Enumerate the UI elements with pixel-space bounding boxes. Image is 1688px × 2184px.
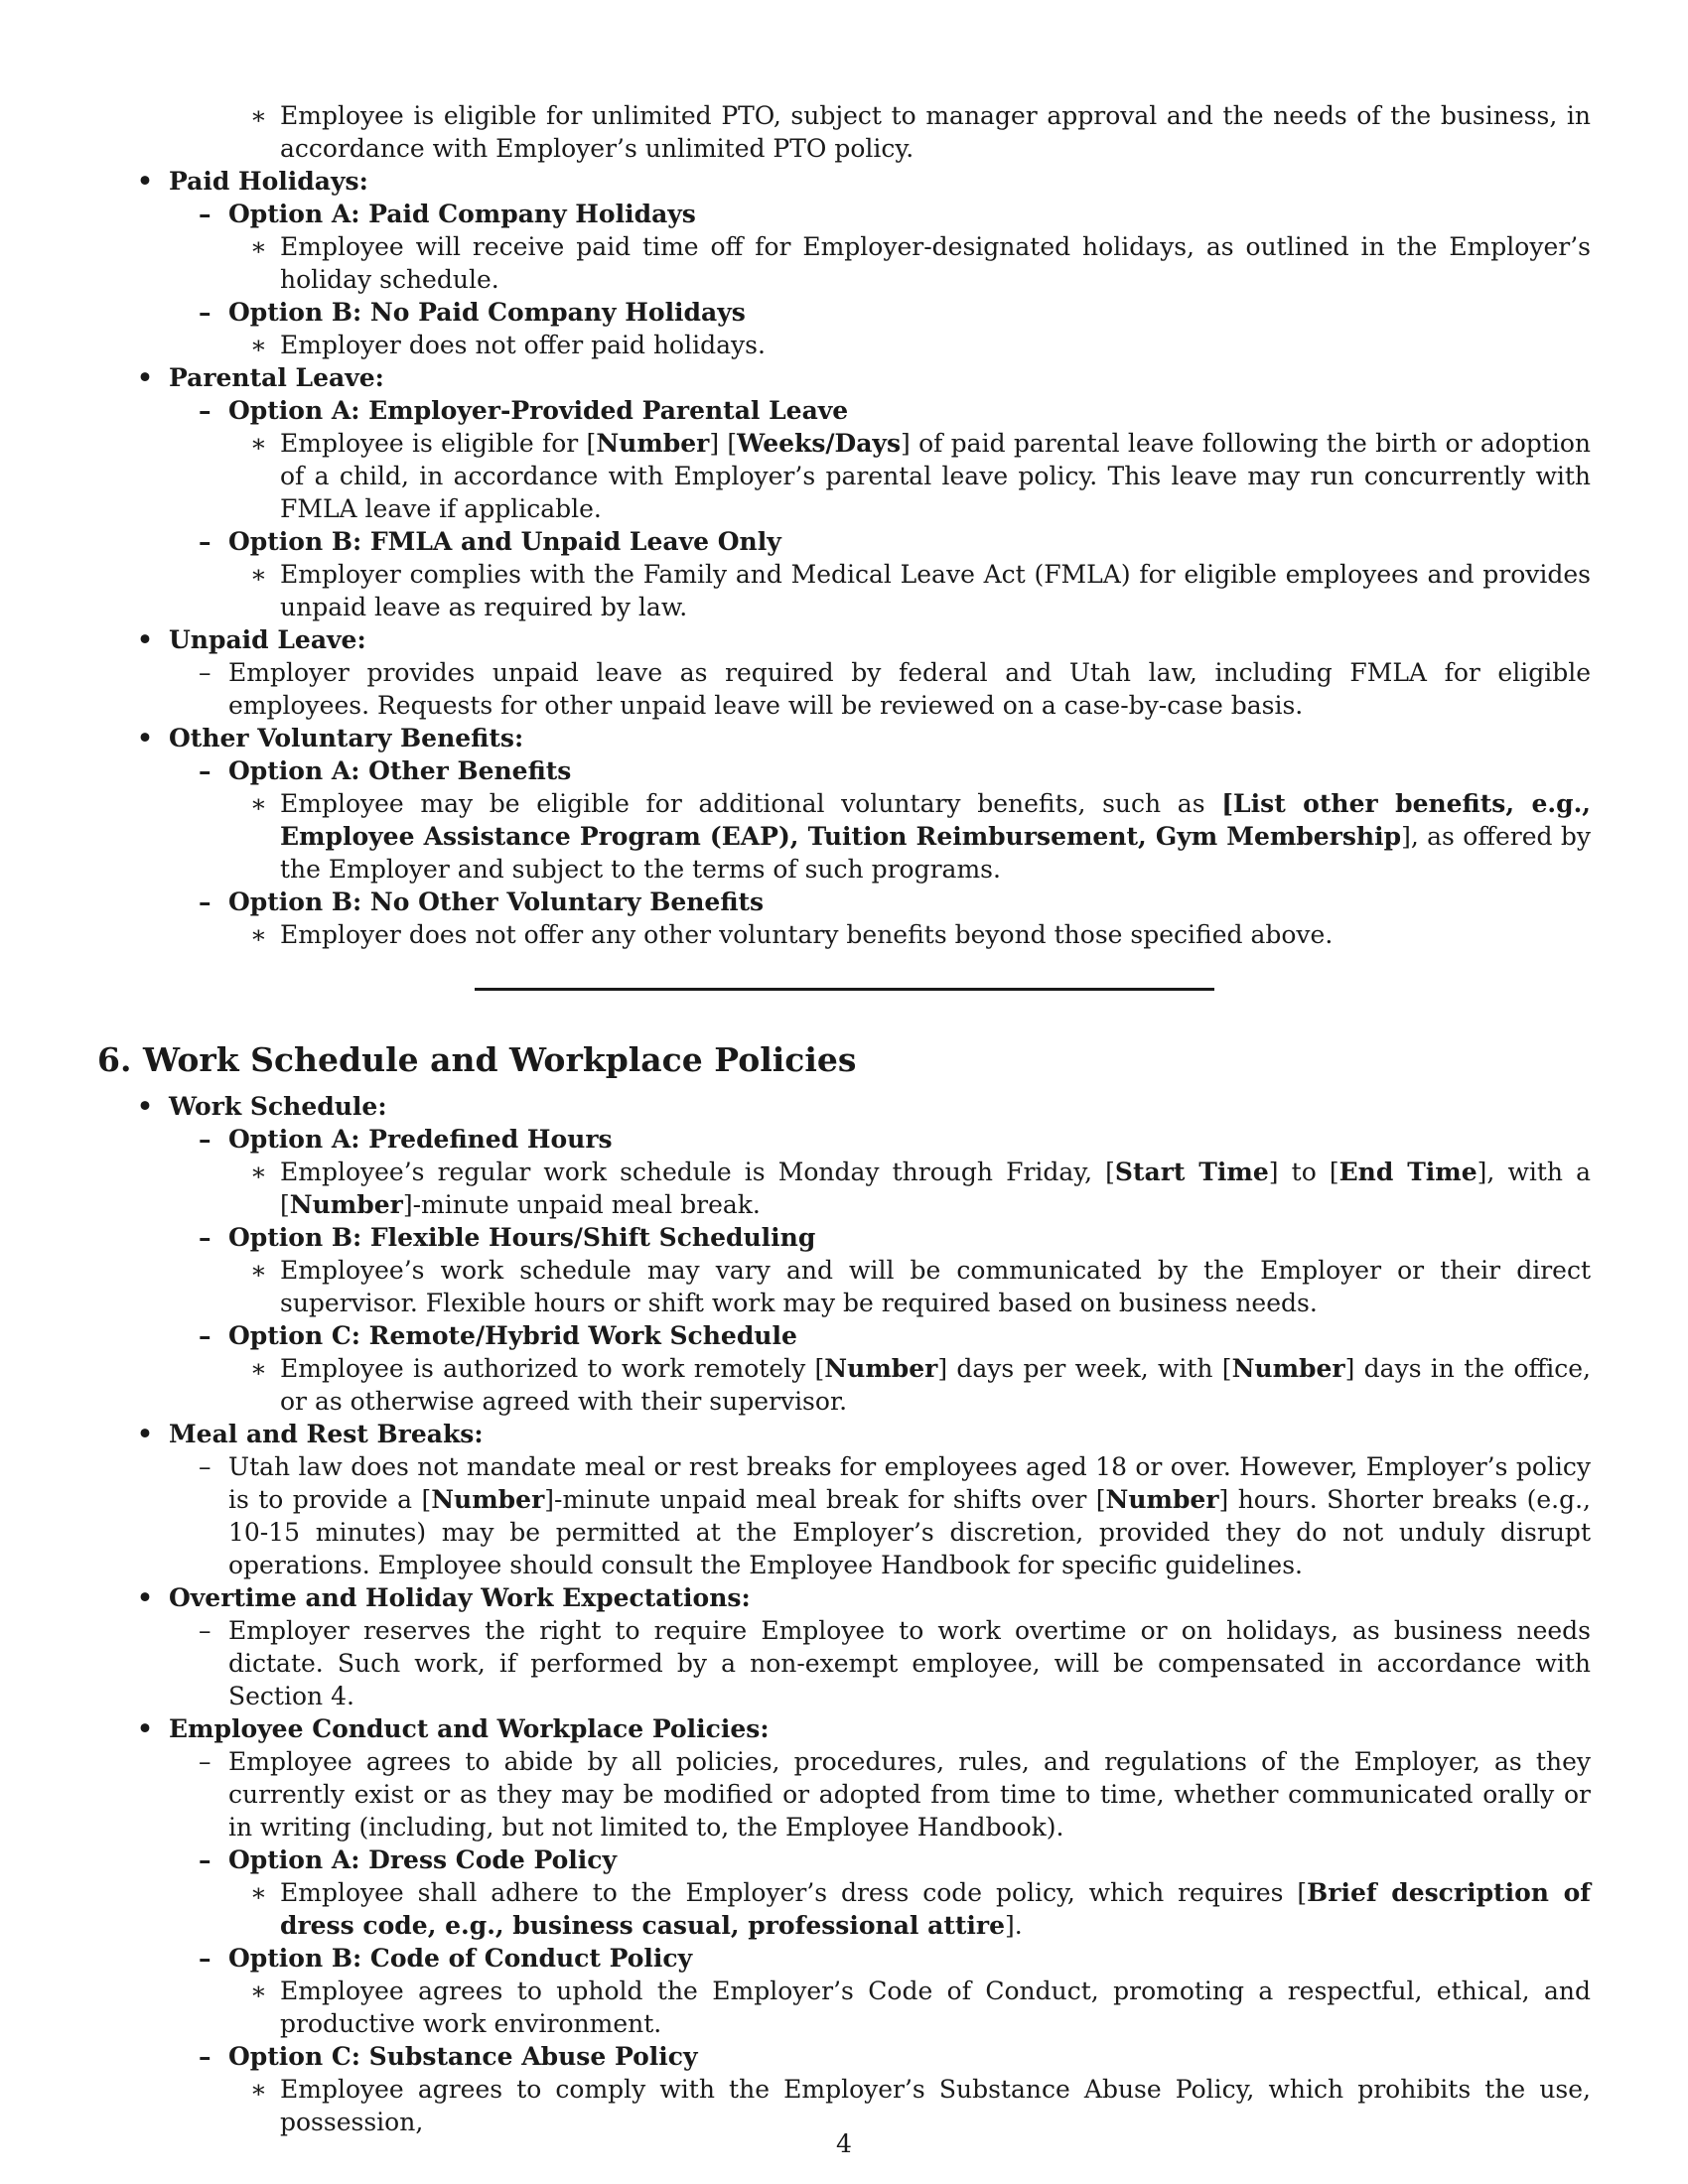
work-schedule-option-b-text: ∗ Employee’s work schedule may vary and will be communicated by the Employer or their direct supervisor. Flexible hours or shift work may be required based on business needs.	[250, 1256, 1591, 1317]
work-schedule-heading: • Work Schedule:	[137, 1092, 387, 1121]
dash-marker: –	[199, 1223, 211, 1252]
dash-marker: –	[199, 527, 211, 556]
dash-marker: –	[199, 1125, 211, 1154]
bullet-marker: •	[137, 1714, 153, 1743]
parental-leave-option-b-text: ∗ Employer complies with the Family and Medical Leave Act (FMLA) for eligible employees and provides unpaid leave as required by law.	[250, 560, 1591, 621]
star-marker: ∗	[250, 1354, 267, 1383]
voluntary-benefits-option-a: – Option A: Other Benefits	[199, 756, 572, 785]
star-marker: ∗	[250, 560, 267, 589]
section-title: Work Schedule and Workplace Policies	[143, 1040, 857, 1079]
paid-holidays-heading: • Paid Holidays:	[137, 167, 368, 196]
section-6-heading	[97, 1040, 1591, 1080]
placeholder-weeks-days: Weeks/Days	[737, 429, 902, 458]
conduct-option-c: – Option C: Substance Abuse Policy	[199, 2042, 698, 2071]
dash-marker: –	[199, 1845, 211, 1874]
conduct-option-c-text: ∗ Employee agrees to comply with the Employer’s Substance Abuse Policy, which prohibits the use, possession,	[250, 2075, 1591, 2136]
star-marker: ∗	[250, 920, 267, 949]
conduct-option-a-text: ∗ Employee shall adhere to the Employer’s dress code policy, which requires [Brief description of dress code, e.g., business casual, professional attire].	[250, 1878, 1592, 1940]
parental-leave-option-a-text: ∗ Employee is eligible for [Number] [Weeks/Days] of paid parental leave following the birth or adoption of a child, in accordance with Employer’s parental leave policy. This leave may run concurrently with FMLA leave if applicable.	[250, 429, 1591, 523]
placeholder-number: Number	[289, 1190, 403, 1219]
overtime-heading: • Overtime and Holiday Work Expectations:	[137, 1583, 751, 1612]
conduct-option-b: – Option B: Code of Conduct Policy	[199, 1944, 693, 1973]
dash-marker: –	[199, 1944, 211, 1973]
dash-marker: –	[199, 887, 211, 916]
star-marker: ∗	[250, 232, 267, 261]
star-marker: ∗	[250, 101, 267, 130]
conduct-option-a: – Option A: Dress Code Policy	[199, 1845, 618, 1874]
parental-leave-option-a: – Option A: Employer-Provided Parental Leave	[199, 396, 849, 425]
voluntary-benefits-option-b: – Option B: No Other Voluntary Benefits	[199, 887, 765, 916]
overtime-text: – Employer reserves the right to require Employee to work overtime or on holidays, as business needs dictate. Such work, if performed by a non-exempt employee, will be compensated in accordance with Section 4.	[199, 1616, 1591, 1710]
dash-marker: –	[199, 756, 211, 785]
paid-holidays-option-a: – Option A: Paid Company Holidays	[199, 200, 696, 228]
dash-marker: –	[199, 1321, 211, 1350]
placeholder-number: Number	[596, 429, 710, 458]
conduct-text: – Employee agrees to abide by all policies, procedures, rules, and regulations of the Employer, as they currently exist or as they may be modified or adopted from time to time, whether communicated orally or in writing (including, but not limited to, the Employee Handbook).	[199, 1747, 1591, 1842]
placeholder-number: Number	[1105, 1485, 1219, 1514]
dash-marker: –	[199, 1747, 211, 1776]
voluntary-benefits-option-b-text: ∗ Employer does not offer any other voluntary benefits beyond those specified above.	[250, 920, 1334, 949]
dash-marker: –	[199, 298, 211, 327]
section-divider	[475, 988, 1214, 991]
star-marker: ∗	[250, 2075, 267, 2104]
bullet-marker: •	[137, 1092, 153, 1121]
conduct-heading: • Employee Conduct and Workplace Policies:	[137, 1714, 770, 1743]
star-marker: ∗	[250, 1158, 267, 1186]
paid-holidays-option-b-text: ∗ Employer does not offer paid holidays.	[250, 331, 766, 359]
section-number: 6.	[97, 1040, 132, 1079]
star-marker: ∗	[250, 429, 267, 458]
dash-marker: –	[199, 658, 211, 687]
dash-marker: –	[199, 1616, 211, 1645]
pto-unlimited-item: ∗ Employee is eligible for unlimited PTO, subject to manager approval and the needs of the business, in accordance with Employer’s unlimited PTO policy.	[250, 101, 1591, 163]
paid-holidays-option-b: – Option B: No Paid Company Holidays	[199, 298, 746, 327]
page-content	[97, 99, 1591, 2138]
dash-marker: –	[199, 1452, 211, 1481]
unpaid-leave-text: – Employer provides unpaid leave as required by federal and Utah law, including FMLA for eligible employees. Requests for other unpaid leave will be reviewed on a case-by-case basis.	[199, 658, 1591, 720]
bullet-marker: •	[137, 167, 153, 196]
voluntary-benefits-option-a-text: ∗ Employee may be eligible for additional voluntary benefits, such as [List other benefits, e.g., Employee Assistance Program (EAP), Tuition Reimbursement, Gym Membership], as offered by the Employer and subject to the terms of such programs.	[250, 789, 1592, 884]
bullet-marker: •	[137, 363, 153, 392]
bullet-marker: •	[137, 724, 153, 752]
work-schedule-option-c: – Option C: Remote/Hybrid Work Schedule	[199, 1321, 797, 1350]
voluntary-benefits-heading: • Other Voluntary Benefits:	[137, 724, 524, 752]
bullet-marker: •	[137, 1583, 153, 1612]
placeholder-end-time: End Time	[1338, 1158, 1477, 1186]
placeholder-start-time: Start Time	[1114, 1158, 1269, 1186]
dash-marker: –	[199, 200, 211, 228]
work-schedule-option-a: – Option A: Predefined Hours	[199, 1125, 613, 1154]
breaks-heading: • Meal and Rest Breaks:	[137, 1420, 484, 1448]
placeholder-dress-code: Brief description of dress code, e.g., business casual, professional attire	[280, 1878, 1592, 1940]
star-marker: ∗	[250, 331, 267, 359]
placeholder-number: Number	[824, 1354, 938, 1383]
star-marker: ∗	[250, 789, 267, 818]
dash-marker: –	[199, 2042, 211, 2071]
placeholder-number: Number	[431, 1485, 545, 1514]
work-schedule-option-a-text: ∗ Employee’s regular work schedule is Monday through Friday, [Start Time] to [End Time], with a [Number]-minute unpaid meal break.	[250, 1158, 1592, 1219]
placeholder-benefits-list: [List other benefits, e.g., Employee Assistance Program (EAP), Tuition Reimbursement, Gym Membership	[280, 789, 1591, 851]
page-number: 4	[836, 2129, 852, 2158]
placeholder-number: Number	[1231, 1354, 1345, 1383]
star-marker: ∗	[250, 1977, 267, 2005]
parental-leave-option-b: – Option B: FMLA and Unpaid Leave Only	[199, 527, 781, 556]
paid-holidays-option-a-text: ∗ Employee will receive paid time off for Employer-designated holidays, as outlined in the Employer’s holiday schedule.	[250, 232, 1591, 294]
dash-marker: –	[199, 396, 211, 425]
bullet-marker: •	[137, 625, 153, 654]
conduct-option-b-text: ∗ Employee agrees to uphold the Employer’s Code of Conduct, promoting a respectful, ethical, and productive work environment.	[250, 1977, 1591, 2038]
bullet-marker: •	[137, 1420, 153, 1448]
unpaid-leave-heading: • Unpaid Leave:	[137, 625, 366, 654]
parental-leave-heading: • Parental Leave:	[137, 363, 384, 392]
star-marker: ∗	[250, 1256, 267, 1285]
work-schedule-option-c-text: ∗ Employee is authorized to work remotely [Number] days per week, with [Number] days in the office, or as otherwise agreed with their supervisor.	[250, 1354, 1591, 1416]
breaks-text: – Utah law does not mandate meal or rest breaks for employees aged 18 or over. However, Employer’s policy is to provide a [Number]-minute unpaid meal break for shifts over [Number] hours. Shorter breaks (e.g., 10-15 minutes) may be permitted at the Employer’s discretion, provided they do not unduly disrupt operations. Employee should consult the Employee Handbook for specific guidelines.	[199, 1452, 1591, 1579]
work-schedule-option-b: – Option B: Flexible Hours/Shift Scheduling	[199, 1223, 816, 1252]
star-marker: ∗	[250, 1878, 267, 1907]
